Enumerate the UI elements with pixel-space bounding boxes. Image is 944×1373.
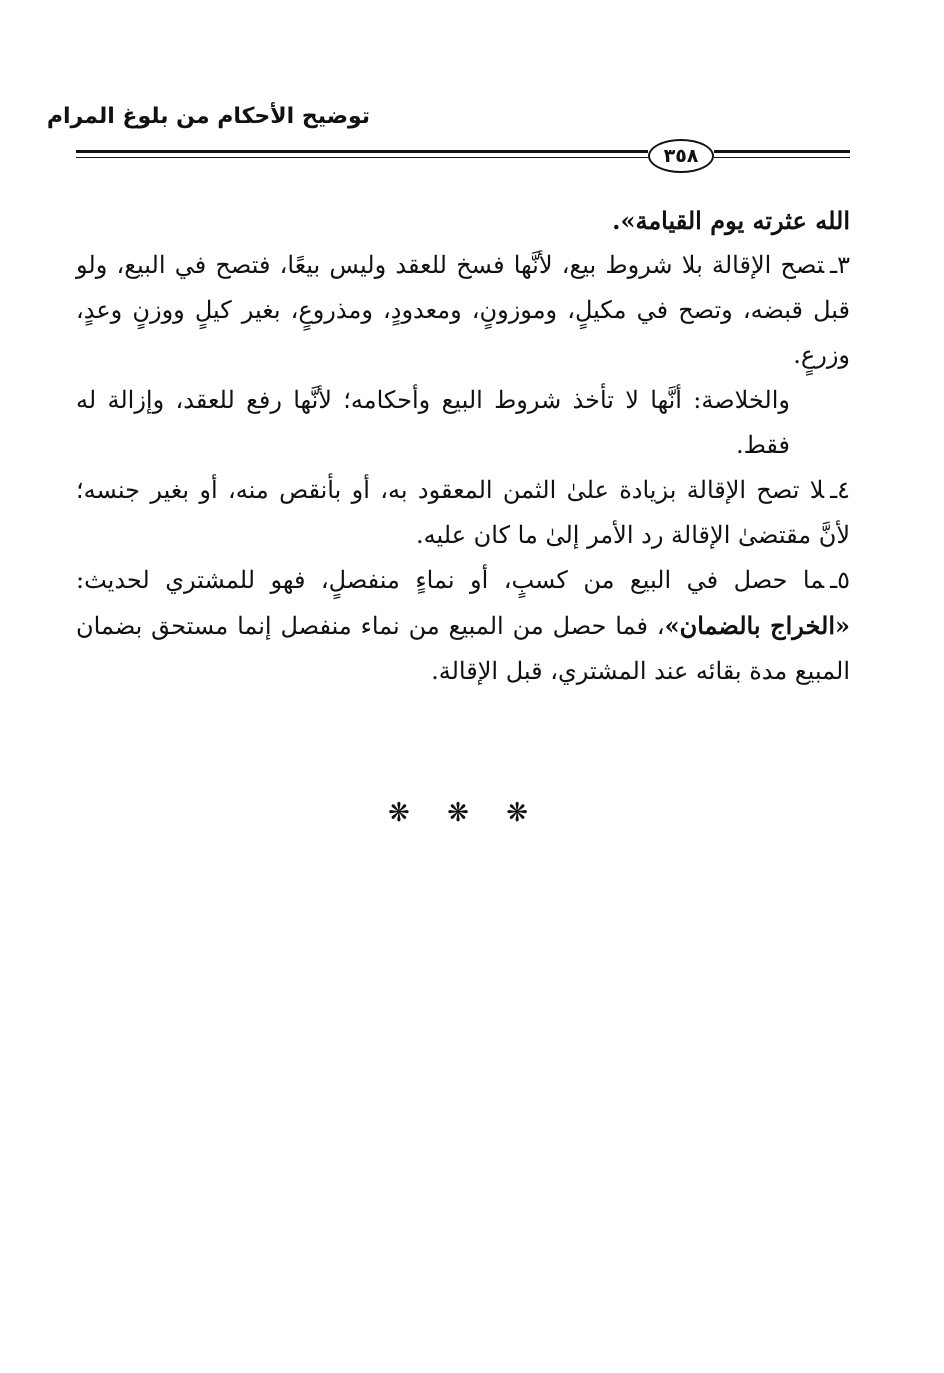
header-rule-right-thin xyxy=(714,157,850,158)
list-item-text: لا تصح الإقالة بزيادة علىٰ الثمن المعقود به، أو بأنقص منه، أو بغير جنسه؛ لأنَّ مقتضىٰ الإقالة رد الأمر إلىٰ ما كان عليه. xyxy=(76,476,850,549)
list-item-number: ٣ـ xyxy=(830,251,850,279)
list-item-3 xyxy=(76,243,850,378)
page-number-badge: ٣٥٨ xyxy=(648,139,714,173)
summary-paragraph: والخلاصة: أنَّها لا تأخذ شروط البيع وأحكامه؛ لأنَّها رفع للعقد، وإزالة له فقط. xyxy=(76,386,790,459)
hadith-quote: «الخراج بالضمان» xyxy=(664,611,850,640)
section-separator xyxy=(388,798,528,828)
page-body xyxy=(76,198,850,694)
asterism-icon: ❋ xyxy=(447,798,469,828)
header-rule-right-thick xyxy=(714,150,850,153)
list-item-4 xyxy=(76,468,850,558)
asterism-icon: ❋ xyxy=(506,798,528,828)
header-rule-left-thick xyxy=(76,150,648,153)
list-item-number: ٥ـ xyxy=(830,566,850,594)
list-item-text: ما حصل في البيع من كسبٍ، أو نماءٍ منفصلٍ، فهو للمشتري لحديث: xyxy=(76,566,825,594)
list-item-text: تصح الإقالة بلا شروط بيع، لأنَّها فسخ للعقد وليس بيعًا، فتصح في البيع، ولو قبل قبضه، وتصح في مكيلٍ، وموزونٍ، ومعدودٍ، ومذروعٍ، بغير كيلٍ ووزنٍ وعدٍ، وزرعٍ. xyxy=(76,251,850,369)
list-item-number: ٤ـ xyxy=(830,476,850,504)
running-header-title: توضيح الأحكام من بلوغ المرام xyxy=(46,104,370,129)
list-item-text-continued: ، فما حصل من المبيع من نماء منفصل إنما مستحق بضمان المبيع مدة بقائه عند المشتري، قبل الإقالة. xyxy=(76,612,850,685)
list-item-5 xyxy=(76,558,850,694)
header-rule-left-thin xyxy=(76,157,648,158)
asterism-icon: ❋ xyxy=(388,798,410,828)
opening-line: الله عثرته يوم القيامة». xyxy=(612,206,850,235)
